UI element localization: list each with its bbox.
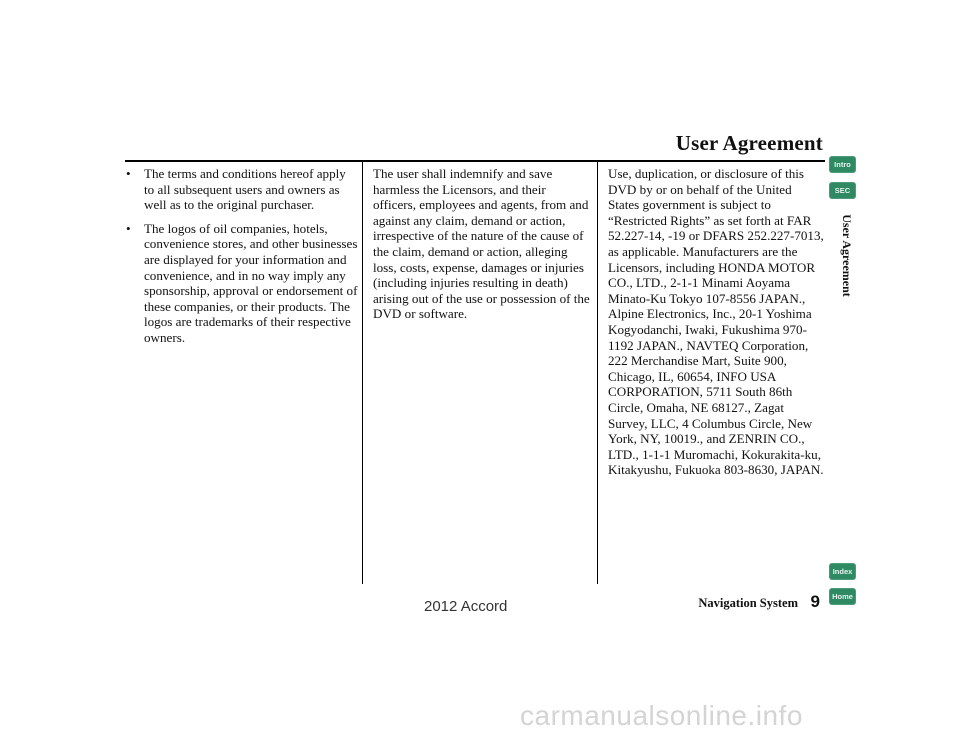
home-button[interactable]: Home bbox=[829, 588, 856, 605]
section-tab bbox=[838, 205, 854, 305]
index-button[interactable]: Index bbox=[829, 563, 856, 580]
bullet-terms: • The terms and conditions hereof apply to all subsequent users and owners as well as to the original purchaser. bbox=[126, 166, 358, 213]
page-title: User Agreement bbox=[675, 131, 823, 155]
model-label: 2012 Accord bbox=[424, 598, 508, 615]
bullet-logos: • The logos of oil companies, hotels, convenience stores, and other businesses are displayed for your information and convenience, and in no way imply any sponsorship, approval or endorsement of these companies, or their products. The logos are trademarks of their respective owners. bbox=[126, 221, 358, 346]
restricted-rights-paragraph: Use, duplication, or disclosure of this DVD by or on behalf of the United States government is subject to “Restricted Rights” as set forth at FAR 52.227-14, -19 or DFARS 252.227-7013, as applicable. Manufacturers are the Licensors, including HONDA MOTOR CO., LTD., 2-1-1 Minami Aoyama Minato-Ku Tokyo 107-8556 JAPAN., Alpine Electronics, Inc., 20-1 Yoshima Kogyodanchi, Iwaki, Fukushima 970-1192 JAPAN., NAVTEQ Corporation, 222 Merchandise Mart, Suite 900, Chicago, IL, 60654, INFO USA CORPORATION, 5711 South 86th Circle, Omaha, NE 68127., Zagat Survey, LLC, 4 Columbus Circle, New York, NY, 10019., and ZENRIN CO., LTD., 1-1-1 Muromachi, Kokurakita-ku, Kitakyushu, Fukuoka 803-8630, JAPAN. bbox=[608, 166, 824, 478]
section-tab-label: User Agreement bbox=[839, 213, 854, 297]
title-rule bbox=[125, 160, 825, 162]
intro-button[interactable]: Intro bbox=[829, 156, 856, 173]
column-1 bbox=[126, 166, 358, 354]
sec-button[interactable]: SEC bbox=[829, 182, 856, 199]
watermark: carmanualsonline.info bbox=[520, 700, 803, 731]
bullet-list bbox=[126, 166, 358, 346]
column-3 bbox=[608, 166, 824, 478]
column-divider-2 bbox=[597, 162, 598, 584]
indemnify-paragraph: The user shall indemnify and save harmless the Licensors, and their officers, employees and agents, from and against any claim, demand or action, irrespective of the nature of the cause of the claim, demand or action, alleging loss, costs, expense, damages or injuries (including injuries resulting in death) arising out of the use or possession of the DVD or software. bbox=[373, 166, 590, 322]
column-2 bbox=[373, 166, 591, 322]
footer-nav-label: Navigation System bbox=[698, 596, 798, 610]
page-number: 9 bbox=[810, 592, 820, 611]
column-divider-1 bbox=[362, 162, 363, 584]
